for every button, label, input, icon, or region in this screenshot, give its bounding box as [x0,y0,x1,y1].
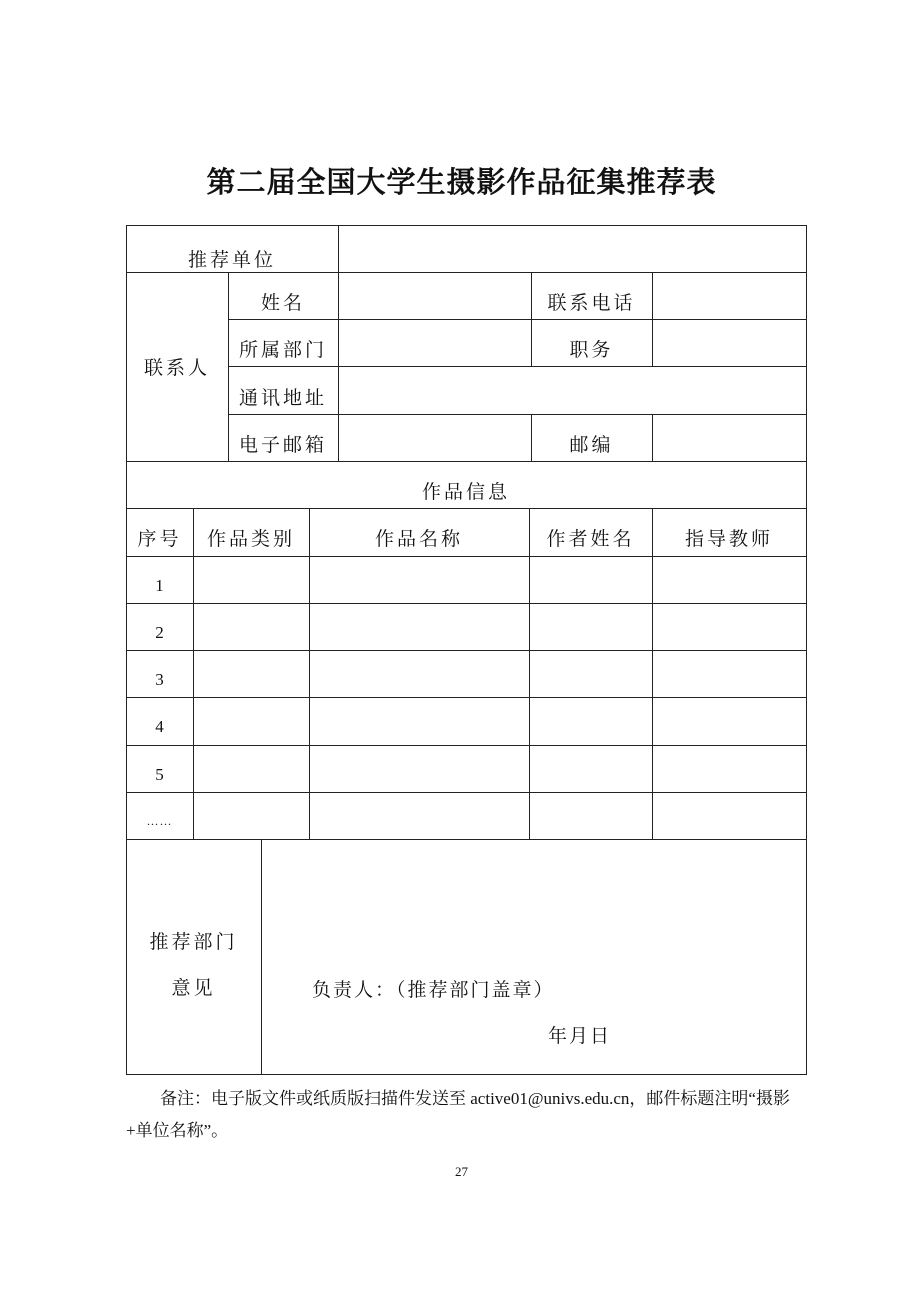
table-border-bottom [126,1074,807,1075]
table-border-right [806,225,807,1074]
works-section-title: 作品信息 [421,481,510,503]
address-label: 通讯地址 [238,387,327,409]
header-advisor: 指导教师 [684,528,773,550]
opinion-label-line2: 意见 [171,976,216,999]
footer-note: 备注：电子版文件或纸质版扫描件发送至 active01@univs.edu.cn，邮件标题注明“摄影+单位名称”。 [126,1089,790,1140]
header-author: 作者姓名 [546,528,635,550]
table-line [126,603,807,604]
name-field[interactable] [338,272,531,319]
table-line [126,697,807,698]
row-number: 3 [155,669,164,689]
row-number: 5 [155,764,164,784]
header-category: 作品类别 [206,528,295,550]
table-line [126,792,807,793]
opinion-date: 年月日 [548,1024,612,1047]
row-number: 2 [155,622,164,642]
email-field[interactable] [338,414,531,461]
table-line [126,745,807,746]
opinion-label-line1: 推荐部门 [149,930,238,953]
header-serial: 序号 [137,528,182,550]
name-label: 姓名 [260,292,305,314]
row-number: 1 [155,575,164,595]
table-line [126,650,807,651]
unit-field[interactable] [338,225,806,272]
table-line [261,839,262,1074]
postcode-field[interactable] [652,414,806,461]
form-title: 第二届全国大学生摄影作品征集推荐表 [206,165,717,199]
dept-label: 所属部门 [238,339,327,361]
contact-label: 联系人 [143,357,210,379]
table-line [126,839,807,840]
dept-field[interactable] [338,319,531,366]
email-label: 电子邮箱 [238,434,327,456]
position-label: 职务 [569,339,614,361]
opinion-signer: 负责人：（推荐部门盖章） [312,978,555,1001]
row-number: 4 [155,717,164,736]
unit-label: 推荐单位 [187,249,276,271]
header-title: 作品名称 [374,528,463,550]
address-field[interactable] [338,366,806,414]
phone-field[interactable] [652,272,806,319]
postcode-label: 邮编 [569,434,614,456]
page-number: 27 [455,1164,468,1179]
row-number-ellipsis: …… [146,814,173,828]
phone-label: 联系电话 [547,292,636,314]
position-field[interactable] [652,319,806,366]
